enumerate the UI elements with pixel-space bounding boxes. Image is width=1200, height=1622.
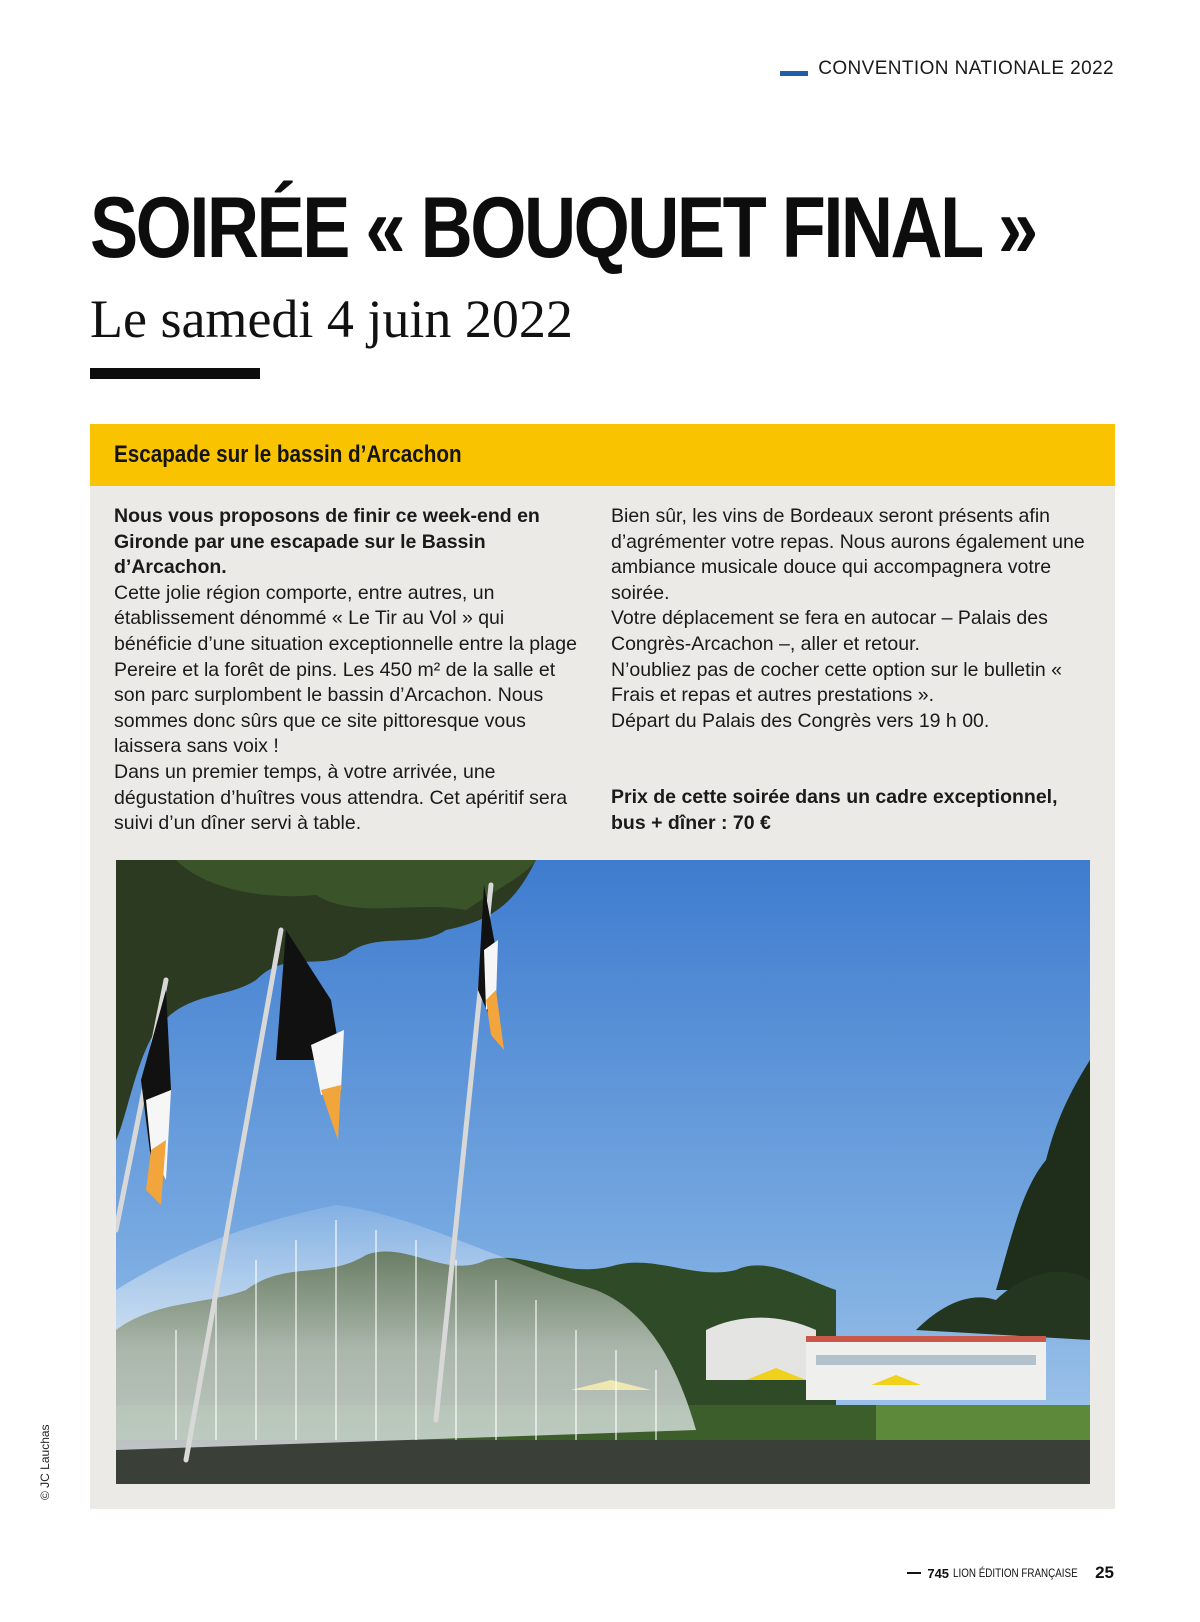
body-paragraph: Votre déplacement se fera en autocar – Palais des Congrès-Arcachon –, aller et retour.: [611, 607, 1048, 655]
magazine-name: LION ÉDITION FRANÇAISE: [953, 1566, 1078, 1580]
body-paragraph: Cette jolie région comporte, entre autres, un établissement dénommé « Le Tir au Vol » qui bénéficie d’une situation exceptionnelle entre la plage Pereire et la forêt de pins. Les 450 m² de la salle et son parc surplombent le bassin d’Arcachon. Nous sommes donc sûrs que ce site pittoresque vous laissera sans voix !: [114, 581, 577, 758]
article-title: SOIRÉE « BOUQUET FINAL »: [90, 180, 1036, 276]
price-paragraph: Prix de cette soirée dans un cadre exceptionnel, bus + dîner : 70 €: [611, 786, 1058, 834]
footer-dash: [907, 1572, 921, 1574]
right-column: [611, 504, 1091, 837]
left-column: [114, 504, 584, 837]
body-paragraph: Dans un premier temps, à votre arrivée, une dégustation d’huîtres vous attendra. Cet apéritif sera suivi d’un dîner servi à table.: [114, 760, 568, 835]
info-panel: [90, 424, 1115, 1509]
photo-credit: © JC Lauchas: [38, 1424, 52, 1500]
issue-number: 745: [927, 1565, 950, 1581]
section-label: CONVENTION NATIONALE 2022: [818, 58, 1114, 79]
section-accent-bar: [780, 71, 808, 76]
page-footer: [907, 1563, 1114, 1583]
section-tag: [780, 58, 1114, 80]
body-paragraph: Bien sûr, les vins de Bordeaux seront présents afin d’agrémenter votre repas. Nous aurons également une ambiance musicale douce qui accompagnera votre soirée.: [611, 505, 1085, 604]
article-subtitle: Le samedi 4 juin 2022: [90, 289, 573, 349]
panel-heading: Escapade sur le bassin d’Arcachon: [114, 441, 462, 468]
body-paragraph: Départ du Palais des Congrès vers 19 h 00.: [611, 709, 990, 732]
page-number: 25: [1095, 1563, 1114, 1582]
lead-paragraph: Nous vous proposons de finir ce week-end en Gironde par une escapade sur le Bassin d’Arcachon.: [114, 505, 540, 579]
venue-photo: [116, 860, 1090, 1484]
title-divider: [90, 368, 260, 379]
panel-header: [90, 424, 1115, 486]
body-paragraph: N’oubliez pas de cocher cette option sur le bulletin « Frais et repas et autres prestations ».: [611, 658, 1062, 707]
